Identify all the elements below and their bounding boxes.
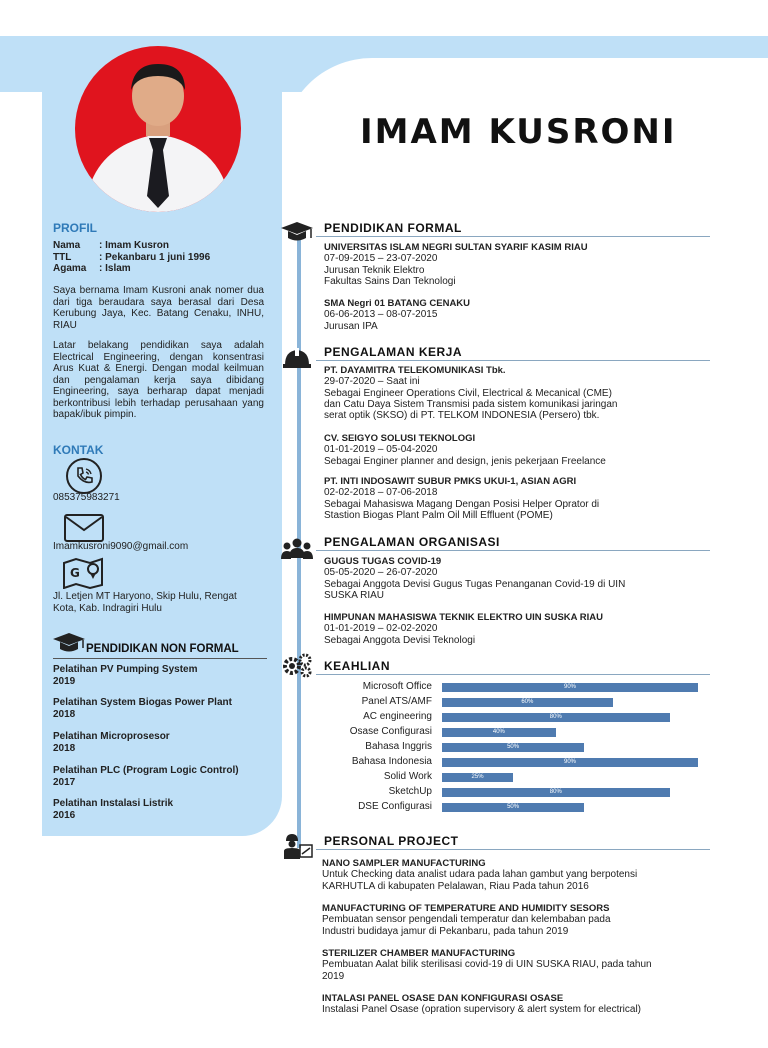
skill-label: DSE Configurasi — [358, 801, 432, 812]
entry-title: PT. DAYAMITRA TELEKOMUNIKASI Tbk. — [324, 365, 506, 376]
kerja-entry — [324, 365, 704, 421]
nonformal-title: Pelatihan Microprosesor — [53, 731, 170, 742]
nonformal-item — [53, 697, 232, 720]
phone-number: 085375983271 — [53, 492, 120, 503]
section-divider — [316, 236, 710, 237]
project-entry — [322, 858, 702, 892]
entry-line: Industri budidaya jamur di Pekanbaru, pada tahun 2019 — [322, 925, 569, 937]
phone-icon — [66, 458, 102, 494]
nonformal-item — [53, 765, 239, 788]
entry-line: 02-02-2018 – 07-06-2018 — [324, 487, 438, 499]
full-name: IMAM KUSRONI — [360, 112, 677, 152]
skill-label: Microsoft Office — [362, 681, 432, 692]
entry-line: Sebagai Engineer Operations Civil, Electrical & Mecanical (CME) — [324, 387, 612, 399]
entry-title: GUGUS TUGAS COVID-19 — [324, 556, 442, 567]
organisasi-entry — [324, 612, 704, 646]
nonformal-year: 2019 — [53, 675, 76, 687]
organisasi-heading: PENGALAMAN ORGANISASI — [324, 535, 500, 549]
entry-title: CV. SEIGYO SOLUSI TEKNOLOGI — [324, 433, 476, 444]
skill-bar: 60% — [442, 698, 613, 707]
entry-line: KARHUTLA di kabupaten Pelalawan, Riau Pada tahun 2016 — [322, 880, 589, 892]
keahlian-heading: KEAHLIAN — [324, 659, 390, 673]
project-entry — [322, 993, 702, 1016]
formal-entry — [324, 298, 704, 332]
skill-bar: 80% — [442, 713, 670, 722]
entry-line: Jurusan IPA — [324, 320, 378, 332]
info-value: : Pekanbaru 1 juni 1996 — [99, 251, 211, 263]
profile-paragraph-1: Saya bernama Imam Kusroni anak nomer dua dari tiga beraudara saya berasal dari Desa Kerubung Jaya, Kec. Batang Cenaku, INHU, RIAU — [53, 285, 264, 331]
info-value: : Imam Kusron — [99, 240, 170, 251]
skill-label: Osase Configurasi — [349, 726, 432, 737]
skill-bar: 50% — [442, 743, 584, 752]
entry-line: Fakultas Sains Dan Teknologi — [324, 275, 456, 287]
entry-line: serat optik (SKSO) di PT. TELKOM INDONESIA (Persero) tbk. — [324, 410, 600, 422]
info-key: Agama — [53, 263, 87, 274]
skill-label: Solid Work — [383, 771, 432, 782]
organisasi-entry — [324, 556, 704, 601]
nonformal-item — [53, 731, 170, 754]
entry-title: NANO SAMPLER MANUFACTURING — [322, 858, 486, 869]
skill-label: Panel ATS/AMF — [361, 696, 432, 707]
section-divider — [316, 674, 710, 675]
info-value: : Islam — [99, 263, 131, 274]
entry-line: 05-05-2020 – 26-07-2020 — [324, 567, 438, 579]
nonformal-title: Pelatihan PV Pumping System — [53, 664, 198, 675]
entry-line: Sebagai Mahasiswa Magang Dengan Posisi Helper Oprator di — [324, 498, 600, 510]
entry-line: Pembuatan Aalat bilik sterilisasi covid-19 di UIN SUSKA RIAU, pada tahun — [322, 959, 652, 971]
formal-heading: PENDIDIKAN FORMAL — [324, 221, 462, 235]
kontak-heading: KONTAK — [53, 443, 104, 457]
skill-bar: 90% — [442, 683, 698, 692]
map-location-icon — [62, 557, 104, 589]
entry-line: Jurusan Teknik Elektro — [324, 264, 425, 276]
person-portrait-icon — [75, 46, 241, 212]
hard-hat-icon — [280, 345, 314, 371]
entry-line: 2019 — [322, 970, 345, 982]
nonformal-item — [53, 798, 173, 821]
email-icon — [64, 514, 104, 542]
entry-line: 29-07-2020 – Saat ini — [324, 376, 420, 388]
skill-bar: 40% — [442, 728, 556, 737]
skill-bar: 50% — [442, 803, 584, 812]
graduation-cap-icon — [51, 632, 87, 654]
skill-label: AC engineering — [363, 711, 432, 722]
entry-line: 01-01-2019 – 05-04-2020 — [324, 444, 438, 456]
entry-line: 01-01-2019 – 02-02-2020 — [324, 623, 438, 635]
profil-heading: PROFIL — [53, 221, 97, 235]
nonformal-year: 2017 — [53, 776, 76, 788]
profile-photo — [75, 46, 241, 212]
nonformal-year: 2018 — [53, 708, 76, 720]
entry-line: Pembuatan sensor pengendali temperatur dan kelembaban pada — [322, 914, 611, 926]
personal-info — [53, 240, 210, 275]
kerja-entry — [324, 433, 704, 467]
kerja-entry — [324, 476, 704, 521]
svg-text:G: G — [70, 566, 80, 580]
entry-title: SMA Negri 01 BATANG CENAKU — [324, 298, 471, 309]
nonformal-year: 2016 — [53, 809, 76, 821]
nonformal-year: 2018 — [53, 742, 76, 754]
skill-label: Bahasa Inggris — [365, 741, 432, 752]
entry-line: Instalasi Panel Osase (opration supervisory & alert system for electrical) — [322, 1004, 642, 1016]
entry-line: SUSKA RIAU — [324, 589, 385, 601]
section-divider — [316, 360, 710, 361]
skill-bar: 90% — [442, 758, 698, 767]
project-heading: PERSONAL PROJECT — [324, 834, 459, 848]
entry-line: Untuk Checking data analist udara pada lahan gambut yang berpotensi — [322, 869, 638, 881]
nonformal-title: Pelatihan System Biogas Power Plant — [53, 697, 232, 708]
gears-icon — [280, 652, 314, 678]
formal-entry — [324, 242, 704, 287]
entry-title: MANUFACTURING OF TEMPERATURE AND HUMIDITY SESORS — [322, 903, 610, 914]
section-divider — [316, 550, 710, 551]
info-key: Nama — [53, 240, 81, 251]
nonformal-heading: PENDIDIKAN NON FORMAL — [86, 643, 239, 655]
kerja-heading: PENGALAMAN KERJA — [324, 345, 463, 359]
info-key: TTL — [53, 251, 72, 263]
engineer-icon — [280, 833, 314, 859]
entry-line: 07-09-2015 – 23-07-2020 — [324, 253, 438, 265]
profile-paragraph-2: Latar belakang pendidikan saya adalah Electrical Engineering, dengan konsentrasi Arus Kuat & Energi. Dengan modal keilmuan dan pengalaman kerja saya dibidang Engineering, saya berharap dapat menjadi berkontribusi lebih terhadap perusahaan yang bapak/ibuk pimpin. — [53, 340, 264, 420]
entry-title: STERILIZER CHAMBER MANUFACTURING — [322, 948, 516, 959]
entry-line: Sebagai Anggota Devisi Gugus Tugas Penanganan Covid-19 di UIN — [324, 578, 626, 590]
entry-line: 06-06-2013 – 08-07-2015 — [324, 309, 438, 321]
entry-title: HIMPUNAN MAHASISWA TEKNIK ELEKTRO UIN SUSKA RIAU — [324, 612, 604, 623]
people-group-icon — [280, 536, 314, 562]
email-address: Imamkusroni9090@gmail.com — [53, 541, 189, 552]
skill-bar: 80% — [442, 788, 670, 797]
main-panel — [282, 58, 768, 1048]
nonformal-item — [53, 664, 197, 687]
nonformal-title: Pelatihan Instalasi Listrik — [53, 798, 174, 809]
entry-line: Sebagai Enginer planner and design, jenis pekerjaan Freelance — [324, 455, 606, 467]
skill-label: Bahasa Indonesia — [351, 756, 432, 767]
entry-title: UNIVERSITAS ISLAM NEGRI SULTAN SYARIF KASIM RIAU — [324, 242, 588, 253]
graduation-cap-icon — [280, 220, 314, 246]
project-entry — [322, 948, 702, 982]
skill-label: SketchUp — [388, 786, 432, 797]
nonformal-divider — [53, 658, 267, 659]
nonformal-title: Pelatihan PLC (Program Logic Control) — [53, 765, 239, 776]
entry-line: Sebagai Anggota Devisi Teknologi — [324, 634, 476, 646]
skill-bar: 25% — [442, 773, 513, 782]
project-entry — [322, 903, 702, 937]
entry-line: dan Catu Daya Sistem Transmisi pada sistem komunikasi jaringan — [324, 398, 618, 410]
entry-title: PT. INTI INDOSAWIT SUBUR PMKS UKUI-1, ASIAN AGRI — [324, 476, 577, 487]
home-address: Jl. Letjen MT Haryono, Skip Hulu, Rengat Kota, Kab. Indragiri Hulu — [53, 591, 237, 614]
entry-title: INTALASI PANEL OSASE DAN KONFIGURASI OSASE — [322, 993, 564, 1004]
entry-line: Stastion Biogas Plant Palm Oil Mill Effluent (POME) — [324, 509, 553, 521]
section-divider — [316, 849, 710, 850]
